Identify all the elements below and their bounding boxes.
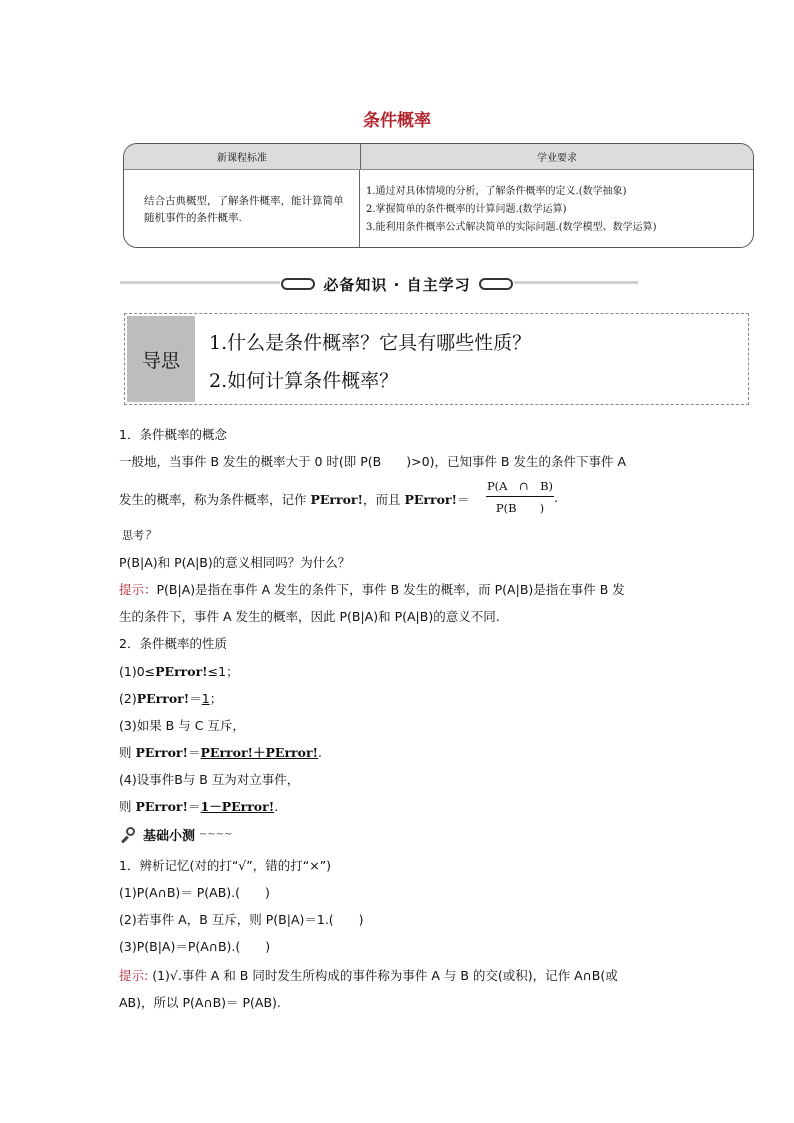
think-label-text: 思考 — [122, 529, 144, 542]
property-text: 则 — [119, 745, 136, 760]
banner-rule-right — [514, 281, 638, 284]
guide-box — [124, 313, 749, 405]
banner-text: 必备知识 · 自主学习 — [323, 275, 471, 294]
fraction-numerator: P(A ∩ B) — [486, 478, 554, 497]
property-4-formula — [119, 797, 278, 815]
property-text: (1)0≤ — [119, 664, 156, 679]
formula-error-placeholder: PError! — [155, 664, 208, 679]
fraction-denominator: P(B ) — [495, 501, 545, 515]
property-text: (2) — [119, 691, 137, 706]
formula-error-placeholder: PError! — [310, 492, 363, 507]
guide-question-1: 1.什么是条件概率？它具有哪些性质？ — [209, 332, 532, 354]
hint-text: (1)√.事件 A 和 B 同时发生所构成的事件称为事件 A 与 B 的交(或积)，记作 A∩B(或 — [148, 968, 618, 983]
quiz-hint-line-1 — [119, 966, 618, 984]
basic-quiz-label — [120, 825, 233, 844]
definition-text: ，而且 — [363, 492, 405, 507]
section-2-heading: 2．条件概率的性质 — [119, 636, 227, 651]
blank-answer: 1－PError! — [200, 799, 275, 814]
standards-table-body — [124, 170, 753, 248]
property-text: . — [274, 799, 279, 814]
definition-line-2 — [119, 490, 470, 508]
property-text: ； — [209, 691, 223, 706]
equals-sign: ＝ — [188, 745, 201, 760]
standards-table — [123, 143, 754, 248]
blank-answer: PError!＋PError! — [200, 745, 319, 760]
blank-answer: 1 — [201, 691, 210, 706]
new-standard-line: 随机事件的条件概率. — [144, 211, 242, 224]
property-1 — [119, 662, 239, 680]
property-text: 则 — [119, 799, 136, 814]
hint-label: 提示： — [119, 582, 157, 597]
question-mark-icon: ? — [145, 528, 152, 542]
standards-table-header — [124, 144, 753, 170]
property-text: ≤1； — [207, 664, 239, 679]
property-2 — [119, 689, 222, 707]
hint-label: 提示: — [119, 968, 149, 983]
formula-error-placeholder: PError! — [135, 799, 188, 814]
think-question: P(B|A)和 P(A|B)的意义相同吗？为什么？ — [119, 555, 351, 570]
new-standard-line: 结合古典概型，了解条件概率，能计算简单 — [144, 194, 344, 207]
hint-text: P(B|A)是指在事件 A 发生的条件下，事件 B 发生的概率，而 P(A|B)是指在事件 B 发 — [156, 582, 625, 597]
equals-sign: ＝ — [189, 691, 202, 706]
quiz-item-3: (3)P(B|A)＝P(A∩B).( ) — [119, 939, 271, 954]
requirement-line: 1.通过对具体情境的分析，了解条件概率的定义.(数学抽象) — [366, 185, 627, 197]
decorative-squiggle-icon: ~~~~ — [199, 829, 233, 840]
quiz-heading: 1．辨析记忆(对的打“√”，错的打“×”) — [119, 858, 332, 873]
page-title: 条件概率 — [363, 111, 431, 131]
academic-requirement-header: 学业要求 — [537, 153, 577, 164]
banner-bracket-left-icon — [281, 278, 315, 290]
formula-error-placeholder: PError! — [135, 745, 188, 760]
property-text: . — [318, 745, 323, 760]
property-3-formula — [119, 743, 322, 761]
formula-error-placeholder: PError! — [404, 492, 457, 507]
think-hint-line-2: 生的条件下，事件 A 发生的概率，因此 P(B|A)和 P(A|B)的意义不同. — [119, 609, 500, 624]
quiz-hint-line-2: AB)，所以 P(A∩B)＝ P(AB). — [119, 995, 281, 1010]
banner-rule-left — [120, 281, 280, 284]
magnifier-icon — [120, 826, 138, 844]
definition-line-1: 一般地，当事件 B 发生的概率大于 0 时(即 P(B )>0)，已知事件 B 发生的条件下事件 A — [119, 454, 626, 469]
basic-quiz-text: 基础小测 — [143, 829, 196, 844]
guide-question-2: 2.如何计算条件概率？ — [209, 370, 399, 392]
banner-bracket-right-icon — [479, 278, 513, 290]
formula-error-placeholder: PError! — [136, 691, 190, 706]
guide-label: 导思 — [127, 316, 195, 402]
equals-sign: ＝ — [457, 492, 470, 507]
think-hint-line-1 — [119, 580, 625, 598]
new-standard-header: 新课程标准 — [124, 144, 361, 169]
requirement-line: 2.掌握简单的条件概率的计算问题.(数学运算) — [366, 203, 567, 215]
definition-text: 发生的概率，称为条件概率，记作 — [119, 492, 311, 507]
equals-sign: ＝ — [188, 799, 201, 814]
property-4: (4)设事件B与 B 互为对立事件， — [119, 772, 300, 787]
quiz-item-2: (2)若事件 A，B 互斥，则 P(B|A)＝1.( ) — [119, 912, 364, 927]
conditional-probability-fraction — [486, 478, 554, 516]
quiz-item-1: (1)P(A∩B)＝ P(AB).( ) — [119, 885, 270, 900]
property-3: (3)如果 B 与 C 互斥， — [119, 718, 245, 733]
section-1-heading: 1．条件概率的概念 — [119, 427, 227, 442]
think-label — [122, 527, 151, 543]
new-standard-cell — [124, 170, 360, 248]
academic-requirement-cell — [360, 170, 753, 248]
section-banner — [272, 273, 522, 295]
fraction-period: . — [554, 490, 558, 505]
requirement-line: 3.能利用条件概率公式解决简单的实际问题.(数学模型、数学运算) — [366, 221, 657, 233]
